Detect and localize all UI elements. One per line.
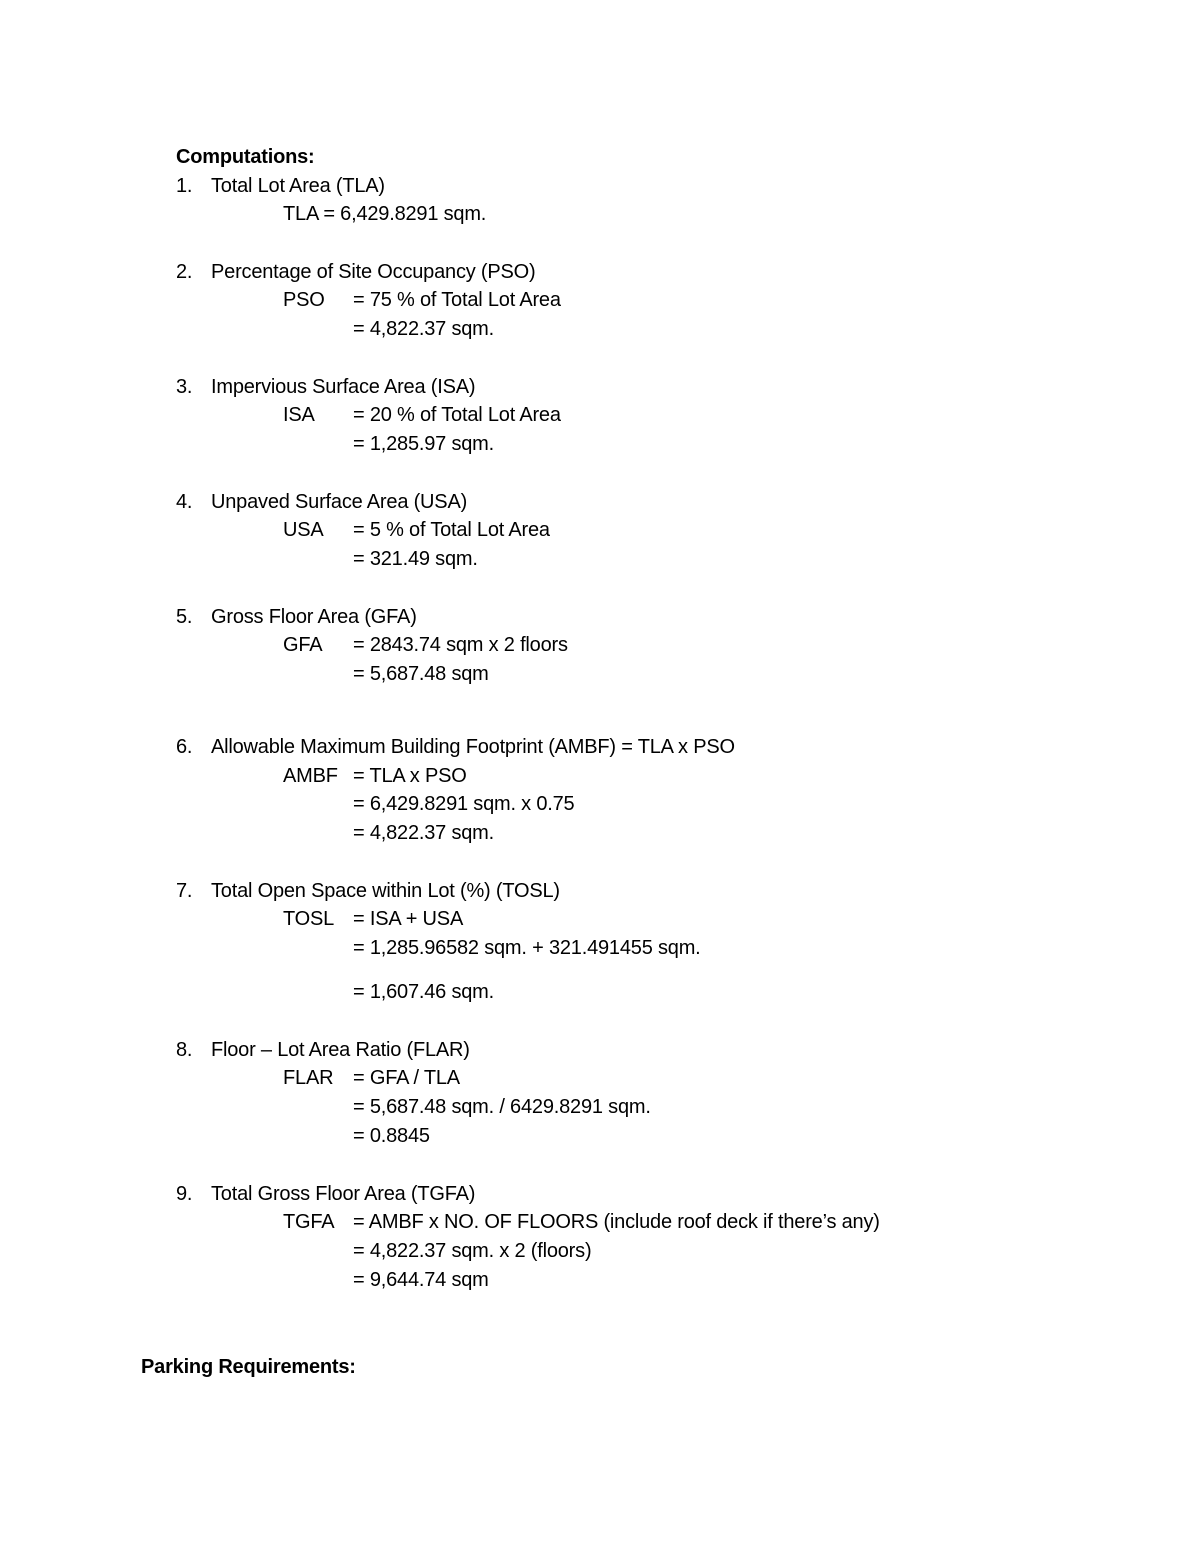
section-2-variable: PSO: [283, 289, 325, 311]
section-9-line-2: = 4,822.37 sqm. x 2 (floors): [353, 1240, 592, 1262]
section-3-line-2: = 1,285.97 sqm.: [353, 433, 494, 455]
section-8-title: Floor – Lot Area Ratio (FLAR): [211, 1039, 470, 1061]
section-5-number: 5.: [176, 606, 193, 628]
section-5-title: Gross Floor Area (GFA): [211, 606, 417, 628]
section-8-line-1: = GFA / TLA: [353, 1067, 460, 1089]
section-9-line-3: = 9,644.74 sqm: [353, 1269, 489, 1291]
section-8-variable: FLAR: [283, 1067, 334, 1089]
section-4-variable: USA: [283, 519, 324, 541]
section-8-line-2: = 5,687.48 sqm. / 6429.8291 sqm.: [353, 1096, 651, 1118]
section-9-variable: TGFA: [283, 1211, 335, 1233]
section-5-line-2: = 5,687.48 sqm: [353, 663, 489, 685]
parking-requirements-heading: Parking Requirements:: [141, 1356, 356, 1378]
section-6-variable: AMBF: [283, 765, 338, 787]
section-6-line-1: = TLA x PSO: [353, 765, 467, 787]
section-6-title: Allowable Maximum Building Footprint (AMBF) = TLA x PSO: [211, 736, 735, 758]
section-2-line-1: = 75 % of Total Lot Area: [353, 289, 561, 311]
computations-heading: Computations:: [176, 146, 315, 168]
section-3-title: Impervious Surface Area (ISA): [211, 376, 476, 398]
section-4-number: 4.: [176, 491, 193, 513]
section-4-title: Unpaved Surface Area (USA): [211, 491, 468, 513]
section-2-title: Percentage of Site Occupancy (PSO): [211, 261, 536, 283]
section-7-line-3: = 1,607.46 sqm.: [353, 981, 494, 1003]
section-6-number: 6.: [176, 736, 193, 758]
section-8-number: 8.: [176, 1039, 193, 1061]
section-5-line-1: = 2843.74 sqm x 2 floors: [353, 634, 568, 656]
section-7-line-2: = 1,285.96582 sqm. + 321.491455 sqm.: [353, 937, 701, 959]
section-4-line-1: = 5 % of Total Lot Area: [353, 519, 550, 541]
section-9-line-1: = AMBF x NO. OF FLOORS (include roof deck if there’s any): [353, 1211, 880, 1233]
section-9-title: Total Gross Floor Area (TGFA): [211, 1183, 476, 1205]
section-3-number: 3.: [176, 376, 193, 398]
section-6-line-2: = 6,429.8291 sqm. x 0.75: [353, 793, 575, 815]
section-7-number: 7.: [176, 880, 193, 902]
section-8-line-3: = 0.8845: [353, 1125, 430, 1147]
section-1-number: 1.: [176, 175, 193, 197]
section-7-variable: TOSL: [283, 908, 335, 930]
section-7-line-1: = ISA + USA: [353, 908, 464, 930]
section-5-variable: GFA: [283, 634, 323, 656]
section-2-number: 2.: [176, 261, 193, 283]
section-7-title: Total Open Space within Lot (%) (TOSL): [211, 880, 560, 902]
section-2-line-2: = 4,822.37 sqm.: [353, 318, 494, 340]
section-9-number: 9.: [176, 1183, 193, 1205]
section-1-title: Total Lot Area (TLA): [211, 175, 385, 197]
section-1-formula: TLA = 6,429.8291 sqm.: [283, 203, 487, 225]
section-3-variable: ISA: [283, 404, 315, 426]
section-3-line-1: = 20 % of Total Lot Area: [353, 404, 561, 426]
section-4-line-2: = 321.49 sqm.: [353, 548, 478, 570]
section-6-line-3: = 4,822.37 sqm.: [353, 822, 494, 844]
